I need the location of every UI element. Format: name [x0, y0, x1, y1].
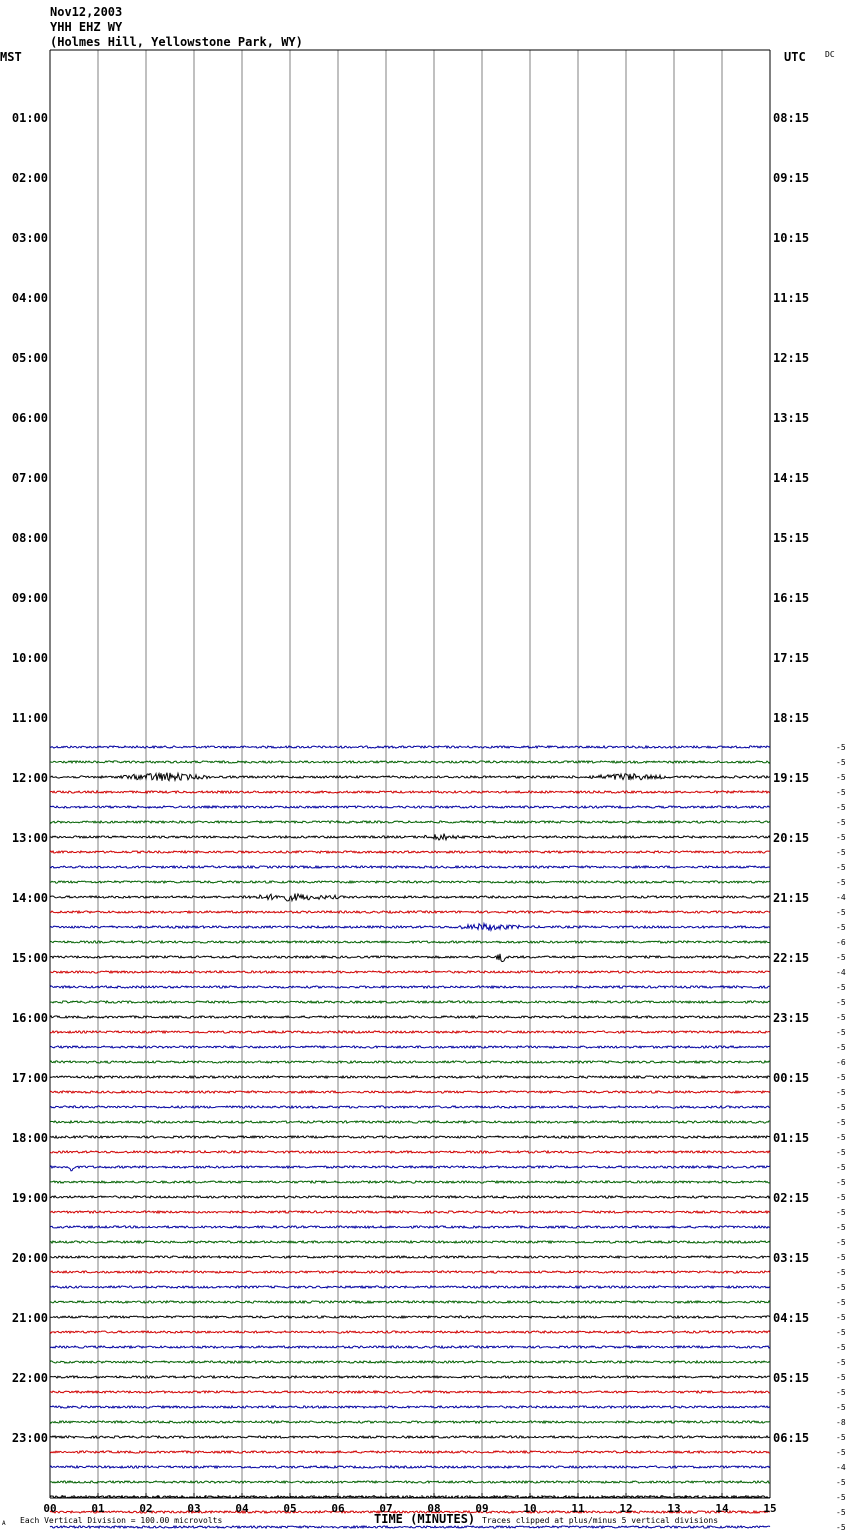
scale-note: Each Vertical Division = 100.00 microvolts: [20, 1516, 223, 1525]
trace-line: [50, 1106, 770, 1108]
trace-offset-label: -5: [836, 758, 846, 767]
trace-offset-label: -5: [836, 1253, 846, 1262]
trace-offset-label: -5: [836, 1388, 846, 1397]
utc-tick-label: 18:15: [773, 711, 810, 725]
trace-line: [50, 1211, 770, 1213]
trace-line: [50, 1241, 770, 1243]
x-tick-label: 11: [571, 1502, 585, 1515]
mst-tick-label: 07:00: [11, 471, 48, 485]
trace-group: [50, 746, 770, 1534]
trace-line: [50, 1421, 770, 1423]
trace-line: [50, 1436, 770, 1438]
utc-tick-label: 21:15: [773, 891, 810, 905]
trace-line: [50, 1046, 770, 1048]
minute-gridlines: [50, 50, 770, 1498]
trace-line: [50, 986, 770, 988]
trace-offset-label: -5: [836, 1268, 846, 1277]
trace-line: [50, 773, 770, 781]
utc-tick-label: 10:15: [773, 231, 810, 245]
x-tick-label: 13: [667, 1502, 681, 1515]
trace-offset-label: -5: [836, 1283, 846, 1292]
trace-line: [50, 894, 770, 901]
x-tick-label: 15: [763, 1502, 777, 1515]
mst-tick-label: 08:00: [11, 531, 48, 545]
trace-line: [50, 1346, 770, 1348]
utc-tick-label: 09:15: [773, 171, 810, 185]
trace-offset-label: -5: [836, 1148, 846, 1157]
x-tick-label: 02: [139, 1502, 153, 1515]
utc-tick-label: 05:15: [773, 1371, 810, 1385]
trace-offset-label: -4: [836, 893, 846, 902]
trace-offset-label: -5: [836, 1163, 846, 1172]
trace-line: [50, 1406, 770, 1408]
mst-tick-label: 02:00: [11, 171, 48, 185]
trace-offset-label: -5: [836, 788, 846, 797]
trace-offset-label: -6: [836, 1058, 846, 1067]
x-tick-label: 10: [523, 1502, 537, 1515]
trace-offset-label: -5: [836, 743, 846, 752]
trace-line: [50, 834, 770, 840]
trace-line: [50, 911, 770, 913]
utc-tick-label: 17:15: [773, 651, 810, 665]
trace-line: [50, 1361, 770, 1363]
trace-offset-label: -5: [836, 1013, 846, 1022]
trace-line: [50, 1391, 770, 1393]
trace-line: [50, 1256, 770, 1258]
utc-tick-label: 11:15: [773, 291, 810, 305]
trace-offset-label: -5: [836, 773, 846, 782]
trace-line: [50, 971, 770, 973]
trace-offset-label: -5: [836, 1223, 846, 1232]
utc-tick-label: 22:15: [773, 951, 810, 965]
clip-note: Traces clipped at plus/minus 5 vertical divisions: [482, 1516, 719, 1525]
trace-offset-label: -5: [836, 1373, 846, 1382]
trace-line: [50, 1016, 770, 1018]
x-tick-label: 06: [331, 1502, 345, 1515]
trace-line: [50, 1526, 770, 1528]
trace-offset-label: -5: [836, 1478, 846, 1487]
x-tick-label: 09: [475, 1502, 489, 1515]
utc-tick-label: 23:15: [773, 1011, 810, 1025]
trace-line: [50, 761, 770, 763]
trace-offset-label: -5: [836, 983, 846, 992]
trace-offset-label: -5: [836, 1523, 846, 1532]
mst-axis-title: MST: [0, 50, 22, 64]
header-station: YHH EHZ WY: [50, 20, 123, 34]
x-tick-label: 05: [283, 1502, 297, 1515]
trace-offset-label: -5: [836, 1073, 846, 1082]
trace-line: [50, 1076, 770, 1078]
mst-tick-label: 11:00: [11, 711, 48, 725]
mst-tick-label: 18:00: [11, 1131, 48, 1145]
utc-tick-label: 14:15: [773, 471, 810, 485]
mst-tick-label: 09:00: [11, 591, 48, 605]
trace-line: [50, 1136, 770, 1138]
header-location: (Holmes Hill, Yellowstone Park, WY): [50, 35, 303, 49]
utc-tick-label: 01:15: [773, 1131, 810, 1145]
trace-offset-label: -5: [836, 1028, 846, 1037]
corner-mark: A: [2, 1520, 6, 1527]
x-tick-label: 04: [235, 1502, 249, 1515]
trace-line: [50, 1301, 770, 1303]
mst-tick-label: 06:00: [11, 411, 48, 425]
mst-tick-label: 17:00: [11, 1071, 48, 1085]
trace-offset-label: -5: [836, 833, 846, 842]
trace-offset-label: -5: [836, 1043, 846, 1052]
trace-offset-label: -5: [836, 953, 846, 962]
trace-line: [50, 1451, 770, 1453]
trace-line: [50, 1316, 770, 1318]
trace-line: [50, 1286, 770, 1288]
trace-line: [50, 1196, 770, 1198]
x-tick-label: 08: [427, 1502, 441, 1515]
mst-tick-label: 12:00: [11, 771, 48, 785]
mst-tick-label: 10:00: [11, 651, 48, 665]
trace-line: [50, 1376, 770, 1378]
mst-tick-label: 04:00: [11, 291, 48, 305]
utc-axis-title: UTC: [784, 50, 806, 64]
trace-offset-label: -5: [836, 1103, 846, 1112]
mst-tick-label: 05:00: [11, 351, 48, 365]
trace-offset-label: -5: [836, 848, 846, 857]
mst-tick-label: 16:00: [11, 1011, 48, 1025]
trace-line: [50, 1121, 770, 1123]
trace-line: [50, 746, 770, 748]
utc-tick-labels: [773, 111, 809, 1445]
trace-offset-label: -5: [836, 878, 846, 887]
trace-line: [50, 941, 770, 943]
trace-line: [50, 1331, 770, 1333]
dc-tag: DC: [825, 50, 835, 59]
trace-line: [50, 1151, 770, 1153]
utc-tick-label: 19:15: [773, 771, 810, 785]
utc-tick-label: 16:15: [773, 591, 810, 605]
trace-offset-label: -8: [836, 1418, 846, 1427]
trace-line: [50, 1001, 770, 1003]
utc-tick-label: 04:15: [773, 1311, 810, 1325]
utc-tick-label: 12:15: [773, 351, 810, 365]
trace-line: [50, 821, 770, 823]
trace-line: [50, 1226, 770, 1228]
trace-line: [50, 806, 770, 808]
trace-offset-label: -5: [836, 863, 846, 872]
trace-line: [50, 1466, 770, 1468]
trace-offset-label: -5: [836, 1343, 846, 1352]
trace-offset-label: -5: [836, 1208, 846, 1217]
x-tick-label: 07: [379, 1502, 393, 1515]
x-tick-label: 12: [619, 1502, 633, 1515]
utc-tick-label: 13:15: [773, 411, 810, 425]
trace-offset-label: -5: [836, 803, 846, 812]
trace-line: [50, 924, 770, 931]
trace-offset-label: -5: [836, 1493, 846, 1502]
trace-offset-label: -5: [836, 1178, 846, 1187]
trace-offset-label: -5: [836, 1088, 846, 1097]
utc-tick-label: 02:15: [773, 1191, 810, 1205]
trace-line: [50, 1091, 770, 1093]
utc-tick-label: 20:15: [773, 831, 810, 845]
mst-tick-label: 22:00: [11, 1371, 48, 1385]
mst-tick-label: 14:00: [11, 891, 48, 905]
utc-tick-label: 06:15: [773, 1431, 810, 1445]
x-tick-label: 01: [91, 1502, 105, 1515]
mst-tick-label: 13:00: [11, 831, 48, 845]
trace-line: [50, 954, 770, 962]
trace-offset-label: -5: [836, 1433, 846, 1442]
trace-line: [50, 851, 770, 853]
trace-offset-label: -5: [836, 1118, 846, 1127]
trace-offset-label: -4: [836, 968, 846, 977]
trace-offset-label: -6: [836, 938, 846, 947]
trace-offset-label: -5: [836, 818, 846, 827]
mst-tick-label: 15:00: [11, 951, 48, 965]
x-tick-label: 00: [43, 1502, 57, 1515]
trace-offset-label: -5: [836, 1508, 846, 1517]
trace-line: [50, 1271, 770, 1273]
mst-tick-label: 20:00: [11, 1251, 48, 1265]
trace-line: [50, 1031, 770, 1033]
trace-offset-label: -5: [836, 1133, 846, 1142]
trace-offset-label: -5: [836, 998, 846, 1007]
trace-offset-label: -5: [836, 1238, 846, 1247]
trace-offset-label: -5: [836, 1358, 846, 1367]
header-date: Nov12,2003: [50, 5, 123, 19]
trace-line: [50, 1166, 770, 1171]
mst-tick-label: 23:00: [11, 1431, 48, 1445]
mst-tick-label: 21:00: [11, 1311, 48, 1325]
trace-offset-labels: [836, 743, 846, 1534]
mst-tick-label: 01:00: [11, 111, 48, 125]
trace-offset-label: -5: [836, 923, 846, 932]
trace-line: [50, 791, 770, 793]
mst-tick-labels: [12, 111, 48, 1445]
x-tick-label: 14: [715, 1502, 729, 1515]
trace-line: [50, 1061, 770, 1063]
utc-tick-label: 03:15: [773, 1251, 810, 1265]
trace-offset-label: -5: [836, 1328, 846, 1337]
trace-offset-label: -5: [836, 1448, 846, 1457]
x-axis-label: TIME (MINUTES): [374, 1512, 476, 1526]
trace-line: [50, 1481, 770, 1483]
utc-tick-label: 08:15: [773, 111, 810, 125]
trace-line: [50, 866, 770, 868]
trace-offset-label: -5: [836, 1313, 846, 1322]
trace-offset-label: -5: [836, 1193, 846, 1202]
trace-line: [50, 1181, 770, 1183]
x-tick-label: 03: [187, 1502, 201, 1515]
utc-tick-label: 15:15: [773, 531, 810, 545]
trace-offset-label: -4: [836, 1463, 846, 1472]
mst-tick-label: 19:00: [11, 1191, 48, 1205]
mst-tick-label: 03:00: [11, 231, 48, 245]
trace-line: [50, 881, 770, 883]
trace-offset-label: -5: [836, 1403, 846, 1412]
utc-tick-label: 00:15: [773, 1071, 810, 1085]
trace-offset-label: -5: [836, 1298, 846, 1307]
trace-offset-label: -5: [836, 908, 846, 917]
